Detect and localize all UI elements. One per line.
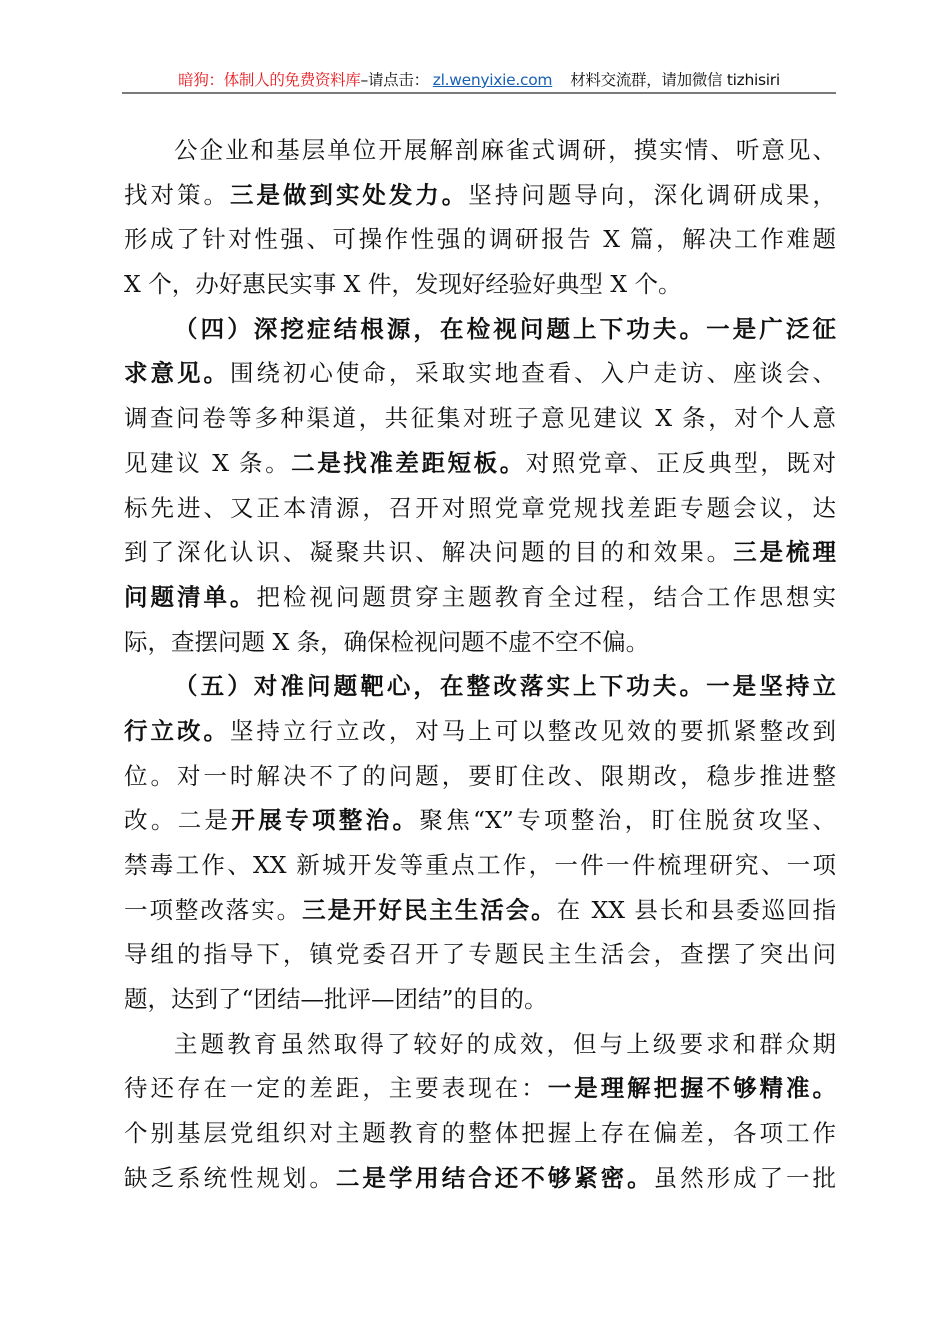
body-text: 把检视问题贯穿主题教育全过程，结合工作思想实 bbox=[256, 582, 837, 611]
bold-text: 三是梳理 bbox=[733, 538, 837, 567]
text-line bbox=[124, 128, 836, 173]
text-line bbox=[124, 351, 836, 396]
text-line bbox=[124, 307, 836, 352]
bold-text: （四）深挖症结根源，在检视问题上下功夫。一是广泛征 bbox=[174, 314, 836, 343]
text-line bbox=[124, 173, 836, 218]
text-line bbox=[124, 262, 836, 307]
text-line bbox=[124, 620, 836, 665]
body-text: 际，查摆问题 X 条，确保检视问题不虚不空不偏。 bbox=[124, 627, 650, 656]
body-text: 禁毒工作、XX 新城开发等重点工作，一件一件梳理研究、一项 bbox=[124, 851, 836, 879]
header-contact: 材料交流群，请加微信 tizhisiri bbox=[570, 71, 780, 89]
body-text: 围绕初心使命，采取实地查看、入户走访、座谈会、 bbox=[229, 359, 837, 388]
text-line bbox=[124, 1066, 836, 1111]
text-line bbox=[124, 530, 836, 575]
text-line bbox=[124, 575, 836, 620]
bold-text: 二是找准差距短板。 bbox=[291, 448, 526, 477]
text-line bbox=[124, 754, 836, 799]
body-text: 对照党章、正反典型，既对 bbox=[525, 448, 837, 477]
document-body bbox=[124, 128, 836, 1201]
text-line bbox=[124, 486, 836, 531]
body-text: 到了深化认识、凝聚共识、解决问题的目的和效果。 bbox=[124, 538, 734, 567]
body-text: 一项整改落实。 bbox=[124, 895, 303, 924]
text-line bbox=[124, 441, 836, 486]
bold-text: 行立改。 bbox=[124, 716, 230, 745]
body-text: 题，达到了“团结—批评—团结”的目的。 bbox=[124, 985, 548, 1014]
body-text: X 个，办好惠民实事 X 件，发现好经验好典型 X 个。 bbox=[124, 270, 682, 299]
bold-text: 三是做到实处发力。 bbox=[229, 180, 469, 209]
text-line bbox=[124, 1022, 836, 1067]
text-line bbox=[124, 977, 836, 1022]
bold-text: 问题清单。 bbox=[124, 582, 257, 611]
body-text: 导组的指导下，镇党委召开了专题民主生活会，查摆了突出问 bbox=[124, 940, 836, 969]
body-text: 坚持立行立改，对马上可以整改见效的要抓紧整改到 bbox=[229, 716, 837, 745]
body-text: 标先进、又正本清源，召开对照党章党规找差距专题会议，达 bbox=[124, 493, 836, 522]
body-text: 待还存在一定的差距，主要表现在： bbox=[124, 1074, 548, 1103]
bold-text: 求意见。 bbox=[124, 359, 230, 388]
bold-text: 三是开好民主生活会。 bbox=[302, 895, 557, 924]
text-line bbox=[124, 932, 836, 977]
bold-text: 一是理解把握不够精准。 bbox=[547, 1074, 837, 1103]
page-header bbox=[122, 68, 836, 92]
body-text: 聚焦“X”专项整治，盯住脱贫攻坚、 bbox=[419, 806, 837, 835]
bold-text: 二是学用结合还不够紧密。 bbox=[335, 1163, 654, 1192]
body-text: 位。对一时解决不了的问题，要盯住改、限期改，稳步推进整 bbox=[124, 761, 836, 790]
body-text: 虽然形成了一批 bbox=[653, 1163, 837, 1192]
body-text: 找对策。 bbox=[124, 180, 230, 209]
body-text: 见建议 X 条。 bbox=[124, 448, 292, 477]
bold-text: 开展专项整治。 bbox=[231, 806, 420, 835]
header-source: 暗狗：体制人的免费资料库 bbox=[178, 71, 361, 89]
body-text: 个别基层党组织对主题教育的整体把握上存在偏差，各项工作 bbox=[124, 1119, 836, 1148]
text-line bbox=[124, 798, 836, 843]
text-line bbox=[124, 1156, 836, 1201]
body-text: 调查问卷等多种渠道，共征集对班子意见建议 X 条，对个人意 bbox=[124, 404, 836, 433]
header-divider bbox=[122, 92, 836, 94]
body-text: 坚持问题导向，深化调研成果， bbox=[468, 180, 837, 209]
body-text: 在 XX 县长和县委巡回指 bbox=[556, 895, 837, 924]
body-text: 改。二是 bbox=[124, 806, 232, 835]
body-text: 公企业和基层单位开展解剖麻雀式调研，摸实情、听意见、 bbox=[174, 136, 836, 164]
text-line bbox=[124, 843, 836, 888]
text-line bbox=[124, 217, 836, 262]
bold-text: （五）对准问题靶心，在整改落实上下功夫。一是坚持立 bbox=[174, 672, 836, 701]
text-line bbox=[124, 396, 836, 441]
body-text: 主题教育虽然取得了较好的成效，但与上级要求和群众期 bbox=[174, 1029, 836, 1058]
body-text: 形成了针对性强、可操作性强的调研报告 X 篇，解决工作难题 bbox=[124, 225, 836, 254]
text-line bbox=[124, 888, 836, 933]
header-prompt: –请点击： bbox=[360, 71, 429, 89]
text-line bbox=[124, 664, 836, 709]
text-line bbox=[124, 709, 836, 754]
header-link[interactable]: zl.wenyixie.com bbox=[432, 71, 553, 89]
body-text: 缺乏系统性规划。 bbox=[124, 1163, 336, 1192]
text-line bbox=[124, 1111, 836, 1156]
